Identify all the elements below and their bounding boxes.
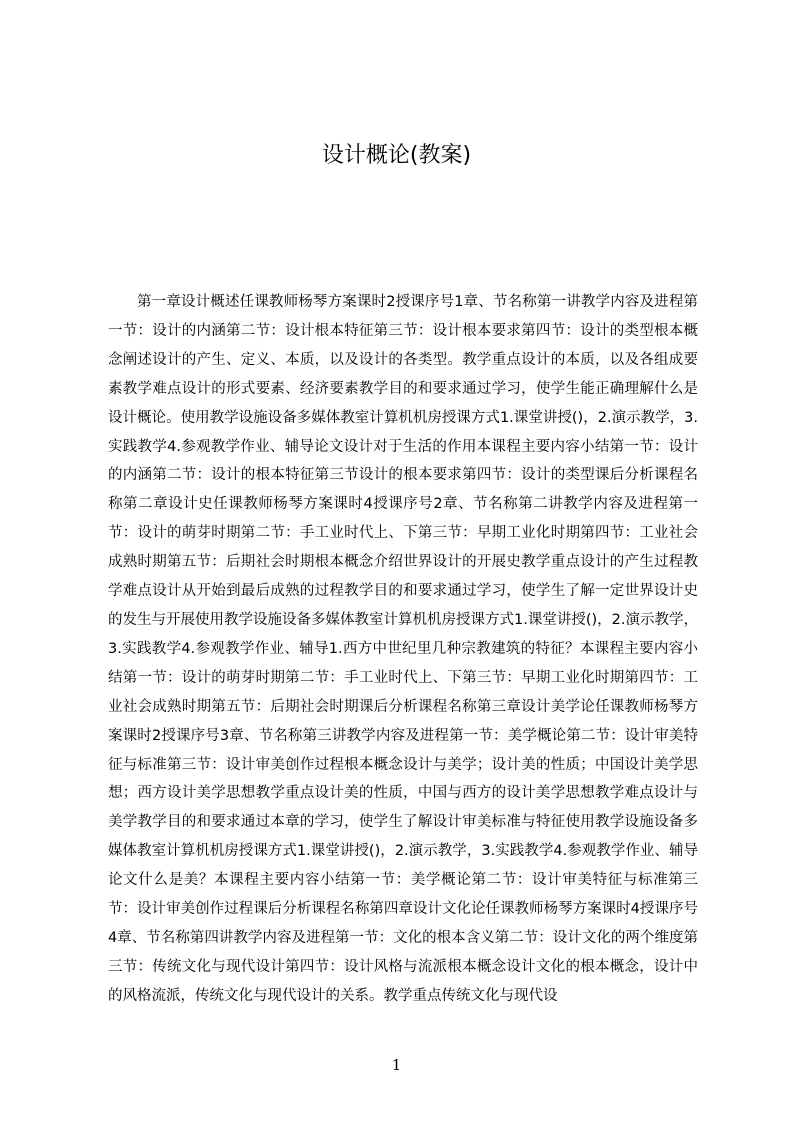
page-number: 1 — [391, 1056, 402, 1074]
document-body-paragraph: 第一章设计概述任课教师杨琴方案课时2授课序号1章、节名称第一讲教学内容及进程第一节：设计的内涵第二节：设计根本特征第三节：设计根本要求第四节：设计的类型根本概念阐述设计的产生、定义、本质，以及设计的各类型。教学重点设计的本质，以及各组成要素教学难点设计的形式要素、经济要素教学目的和要求通过学习，使学生能正确理解什么是设计概论。使用教学设施设备多媒体教室计算机机房授课方式1.课堂讲授()，2.演示教学，3.实践教学4.参观教学作业、辅导论文设计对于生活的作用本课程主要内容小结第一节：设计的内涵第二节：设计的根本特征第三节设计的根本要求第四节：设计的类型课后分析课程名称第二章设计史任课教师杨琴方案课时4授课序号2章、节名称第二讲教学内容及进程第一节：设计的萌芽时期第二节：手工业时代上、下第三节：早期工业化时期第四节：工业社会成熟时期第五节：后期社会时期根本概念介绍世界设计的开展史教学重点设计的产生过程教学难点设计从开始到最后成熟的过程教学目的和要求通过学习，使学生了解一定世界设计史的发生与开展使用教学设施设备多媒体教室计算机机房授课方式1.课堂讲授()，2.演示教学，3.实践教学4.参观教学作业、辅导1.西方中世纪里几种宗教建筑的特征？本课程主要内容小结第一节：设计的萌芽时期第二节：手工业时代上、下第三节：早期工业化时期第四节：工业社会成熟时期第五节：后期社会时期课后分析课程名称第三章设计美学论任课教师杨琴方案课时2授课序号3章、节名称第三讲教学内容及进程第一节：美学概论第二节：设计审美特征与标准第三节：设计审美创作过程根本概念设计与美学；设计美的性质；中国设计美学思想；西方设计美学思想教学重点设计美的性质，中国与西方的设计美学思想教学难点设计与美学教学目的和要求通过本章的学习，使学生了解设计审美标准与特征使用教学设施设备多媒体教室计算机机房授课方式1.课堂讲授()，2.演示教学，3.实践教学4.参观教学作业、辅导论文什么是美？本课程主要内容小结第一节：美学概论第二节：设计审美特征与标准第三节：设计审美创作过程课后分析课程名称第四章设计文化论任课教师杨琴方案课时4授课序号4章、节名称第四讲教学内容及进程第一节：文化的根本含义第二节：设计文化的两个维度第三节：传统文化与现代设计第四节：设计风格与流派根本概念设计文化的根本概念，设计中的风格流派，传统文化与现代设计的关系。教学重点传统文化与现代设 — [108, 294, 698, 1004]
document-title: 设计概论(教案) — [321, 143, 472, 168]
